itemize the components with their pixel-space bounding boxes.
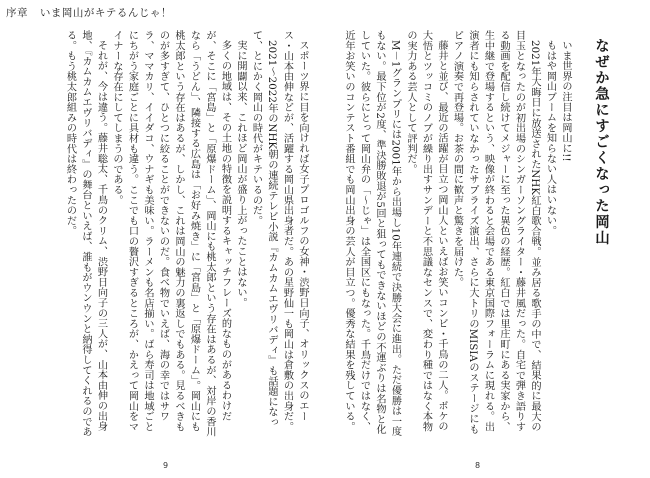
paragraph: 2021〜2022年のNHK朝の連続テレビ小説『カムカムエヴリバディ』も話題になって、とにかく岡山の時代がキテいるのだ。 <box>250 30 277 428</box>
paragraph: M－1グランプリには2001年から出場し10年連続で決勝大会に進出。ただ優勝は一度もない。最下位が2度、準決勝敗退が5回と狙ってもできないほどの不運ぶりは名物と化していた。彼らにとって岡山弁の「〜じゃ」は全国区にもなった。千鳥だけではなく、近年お笑いのコンテスト番組でも岡山出身の芸人が目立つ。優秀な結果を残している。 <box>343 30 401 437</box>
paragraph: それが、今は違う。藤井聡太、千鳥のクリム、渋野日向子の三人が、山本由伸の出身地、『カムカムエヴリバディ』の舞台といえば、誰もがウンウンと納得してくれるのである。もう桃太郎組みの時代は終わったのだ。 <box>64 30 107 437</box>
paragraph: 藤井と並び、最近の活躍が目立つ岡山人といえばお笑いコンビ・千鳥の二人。ボケの大悟とツッコミのノブが繰り出すサンデーと不思議なセンスで、変わり種ではなく本物の実力ある芸人として評判だ。 <box>405 30 447 432</box>
left-page-number: 9 <box>163 461 169 470</box>
paragraph: 多くの地域は、その土地の特徴を説明するキャッチフレーズ的なものがあるわけだが、そこに「宮島」と「原爆ドーム」、岡山にも桃太郎という存在はあるが、対岸の香川なら「うどん」、隣接する広島は「お好み焼き」に「宮島」と「原爆ドーム」。岡山にも桃太郎という存在はあるが、しかし、これは岡山の魅力の裏返しでもある。見るべきものが多すぎて、ひとつに絞ることができないのだ。食べ物でいえば、海の幸ではサワラ、ママカリ、イイダコ、ウナギも美味い。ラーメンも名店揃い。ばら寿司は地域ごとにちがう家庭ごとに具材も違う。ここでも口の贅沢すぎるところが、かえって岡山をマイナーな存在にしてしまうのである。 <box>111 30 231 437</box>
left-page-body <box>10 30 310 440</box>
chapter-label: 序章 <box>6 7 28 19</box>
paragraph: 実に開闢以来、これほど岡山が盛り上がったことはない。 <box>235 40 246 308</box>
chapter-title: いま岡山がキテるんじゃ！ <box>39 7 172 19</box>
paragraph: もはや岡山ブームを知らない人はいない。 <box>544 40 556 236</box>
paragraph: スポーツ界に目を向ければ女子プロゴルフの女神・渋野日向子、オリックスのエース・山本由伸などが、活躍する岡山県出身者だ。あの星野仙一も岡山は倉敷の出身だ。 <box>281 30 308 432</box>
section-heading: なぜか急にすごくなった岡山 <box>593 38 609 246</box>
running-header <box>6 5 172 20</box>
paragraph: 2021年大晦日に放送されたNHK紅白歌合戦。並み居る歌手の中で、結果的に最大の目玉となったのが初出場のシンガーソングライター・藤井風だった。自宅で弾き語りする動画を配信し続けてメジャーに至った異色の経歴。紅白では里庄町にある実家から、生中継で登場するという、映像が終わると会場である東京国際フォーラムに現れる。出演者にも知らされていなかったサプライズ演出、さらに大トリのMISIAのステージにもピアノ演奏で再登場。お茶の間に歓声と驚きを届けた。 <box>451 30 540 435</box>
paragraph: いま世界の注目は岡山に!! <box>560 40 571 162</box>
right-page-body <box>345 30 573 440</box>
right-page-number: 8 <box>475 461 481 470</box>
